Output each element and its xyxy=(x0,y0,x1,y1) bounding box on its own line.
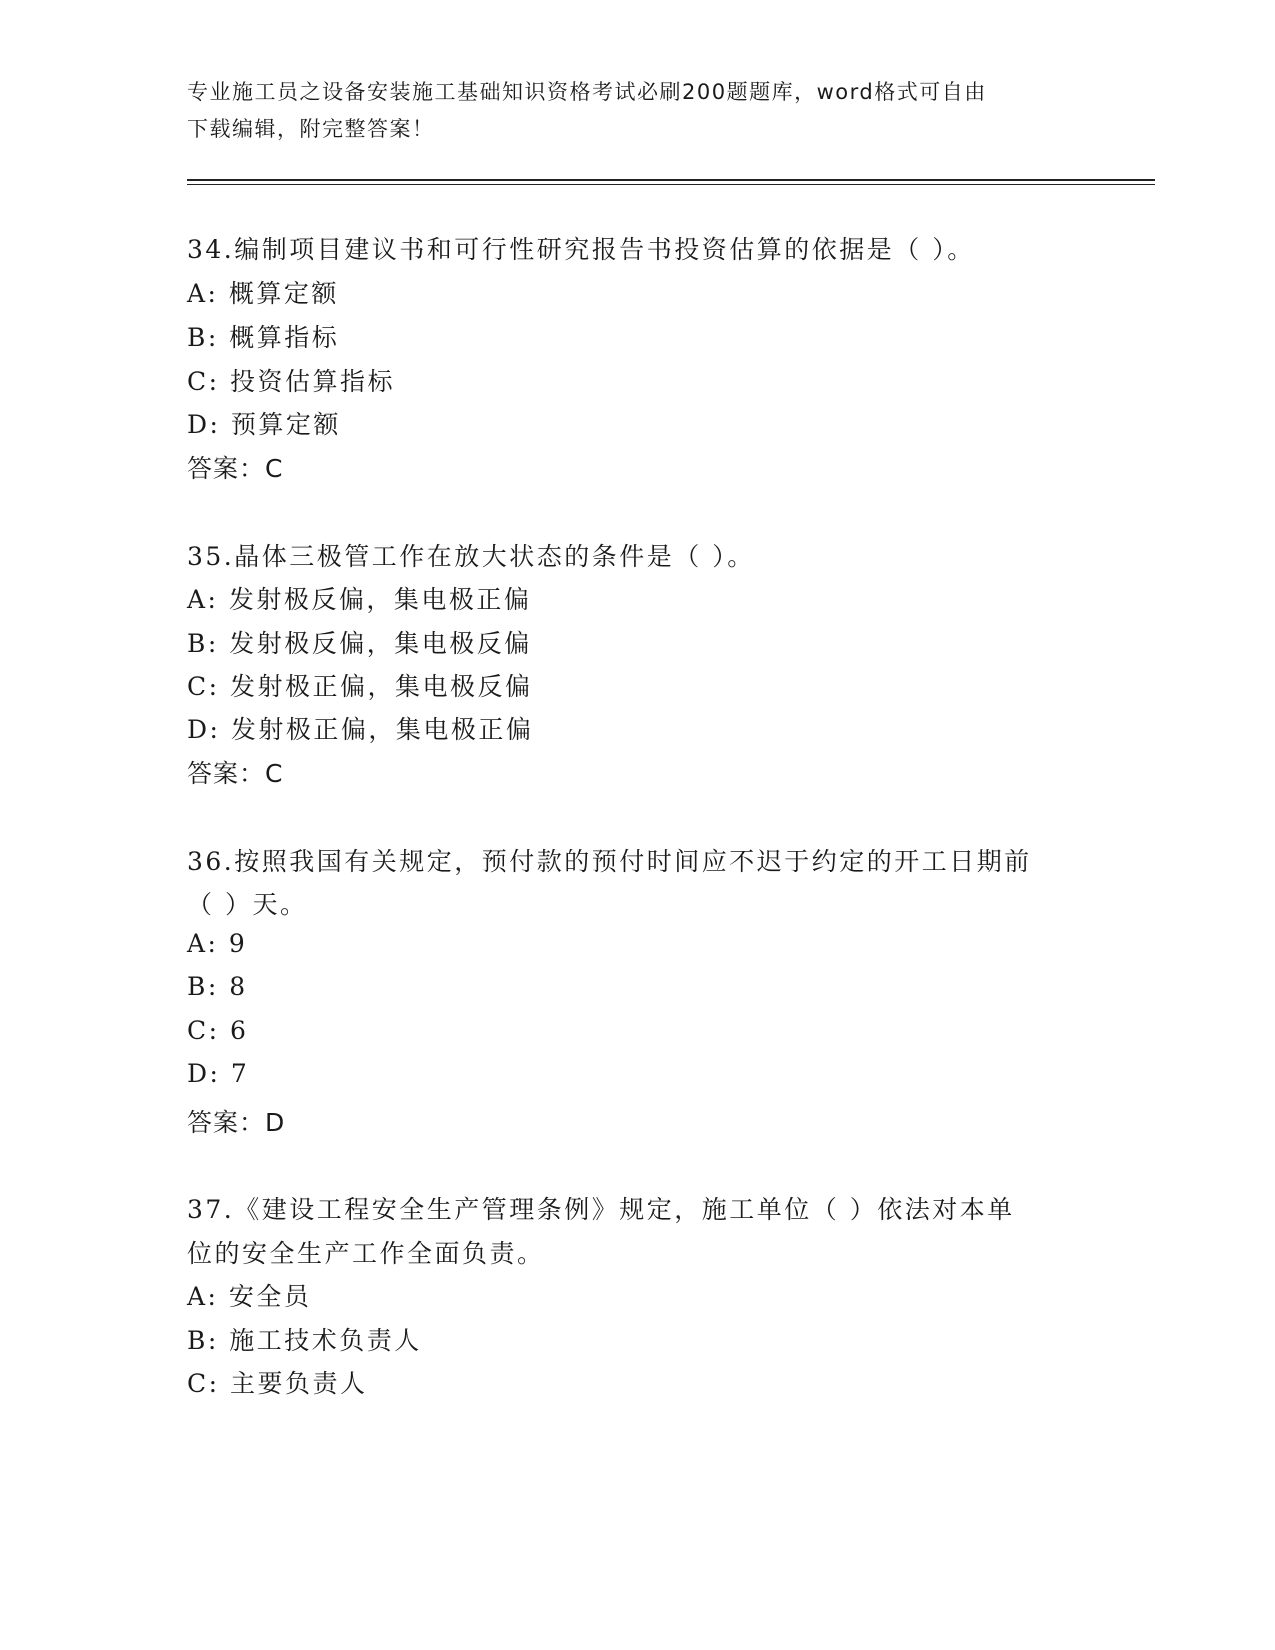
question-36-stem-line-2: （ ）天。 xyxy=(187,890,308,919)
question-37-option-c: C: 主要负责人 xyxy=(187,1369,368,1398)
document-header xyxy=(187,74,1087,148)
question-34-stem: 34.编制项目建议书和可行性研究报告书投资估算的依据是（ ）。 xyxy=(187,235,975,264)
question-34-option-a: A: 概算定额 xyxy=(187,279,339,308)
question-35-option-d: D: 发射极正偏，集电极正偏 xyxy=(187,715,534,744)
question-37-option-a: A: 安全员 xyxy=(187,1282,312,1311)
question-34-option-d: D: 预算定额 xyxy=(187,410,341,439)
header-divider-top xyxy=(187,179,1155,181)
header-line-2: 下载编辑，附完整答案！ xyxy=(187,117,435,141)
question-37-stem-line-2: 位的安全生产工作全面负责。 xyxy=(187,1239,545,1268)
header-line-1: 专业施工员之设备安装施工基础知识资格考试必刷200题题库，word格式可自由 xyxy=(187,80,987,104)
question-35-option-b: B: 发射极反偏，集电极反偏 xyxy=(187,629,532,658)
header-divider-bottom xyxy=(187,184,1155,185)
question-35-answer: 答案：C xyxy=(187,759,284,788)
question-34-option-b: B: 概算指标 xyxy=(187,323,340,352)
question-36-option-d: D: 7 xyxy=(187,1059,250,1088)
question-36-option-b: B: 8 xyxy=(187,972,248,1001)
question-35-stem: 35.晶体三极管工作在放大状态的条件是（ ）。 xyxy=(187,542,755,571)
question-35-option-a: A: 发射极反偏，集电极正偏 xyxy=(187,585,532,614)
question-35-option-c: C: 发射极正偏，集电极反偏 xyxy=(187,672,533,701)
question-34-option-c: C: 投资估算指标 xyxy=(187,367,395,396)
question-37-stem-line-1: 37.《建设工程安全生产管理条例》规定，施工单位（ ）依法对本单 xyxy=(187,1195,1015,1224)
question-37-option-b: B: 施工技术负责人 xyxy=(187,1326,422,1355)
question-36-answer: 答案：D xyxy=(187,1108,286,1137)
question-36-option-c: C: 6 xyxy=(187,1016,249,1045)
question-34-answer: 答案：C xyxy=(187,454,284,483)
question-36-option-a: A: 9 xyxy=(187,929,248,958)
question-36-stem-line-1: 36.按照我国有关规定，预付款的预付时间应不迟于约定的开工日期前 xyxy=(187,847,1032,876)
